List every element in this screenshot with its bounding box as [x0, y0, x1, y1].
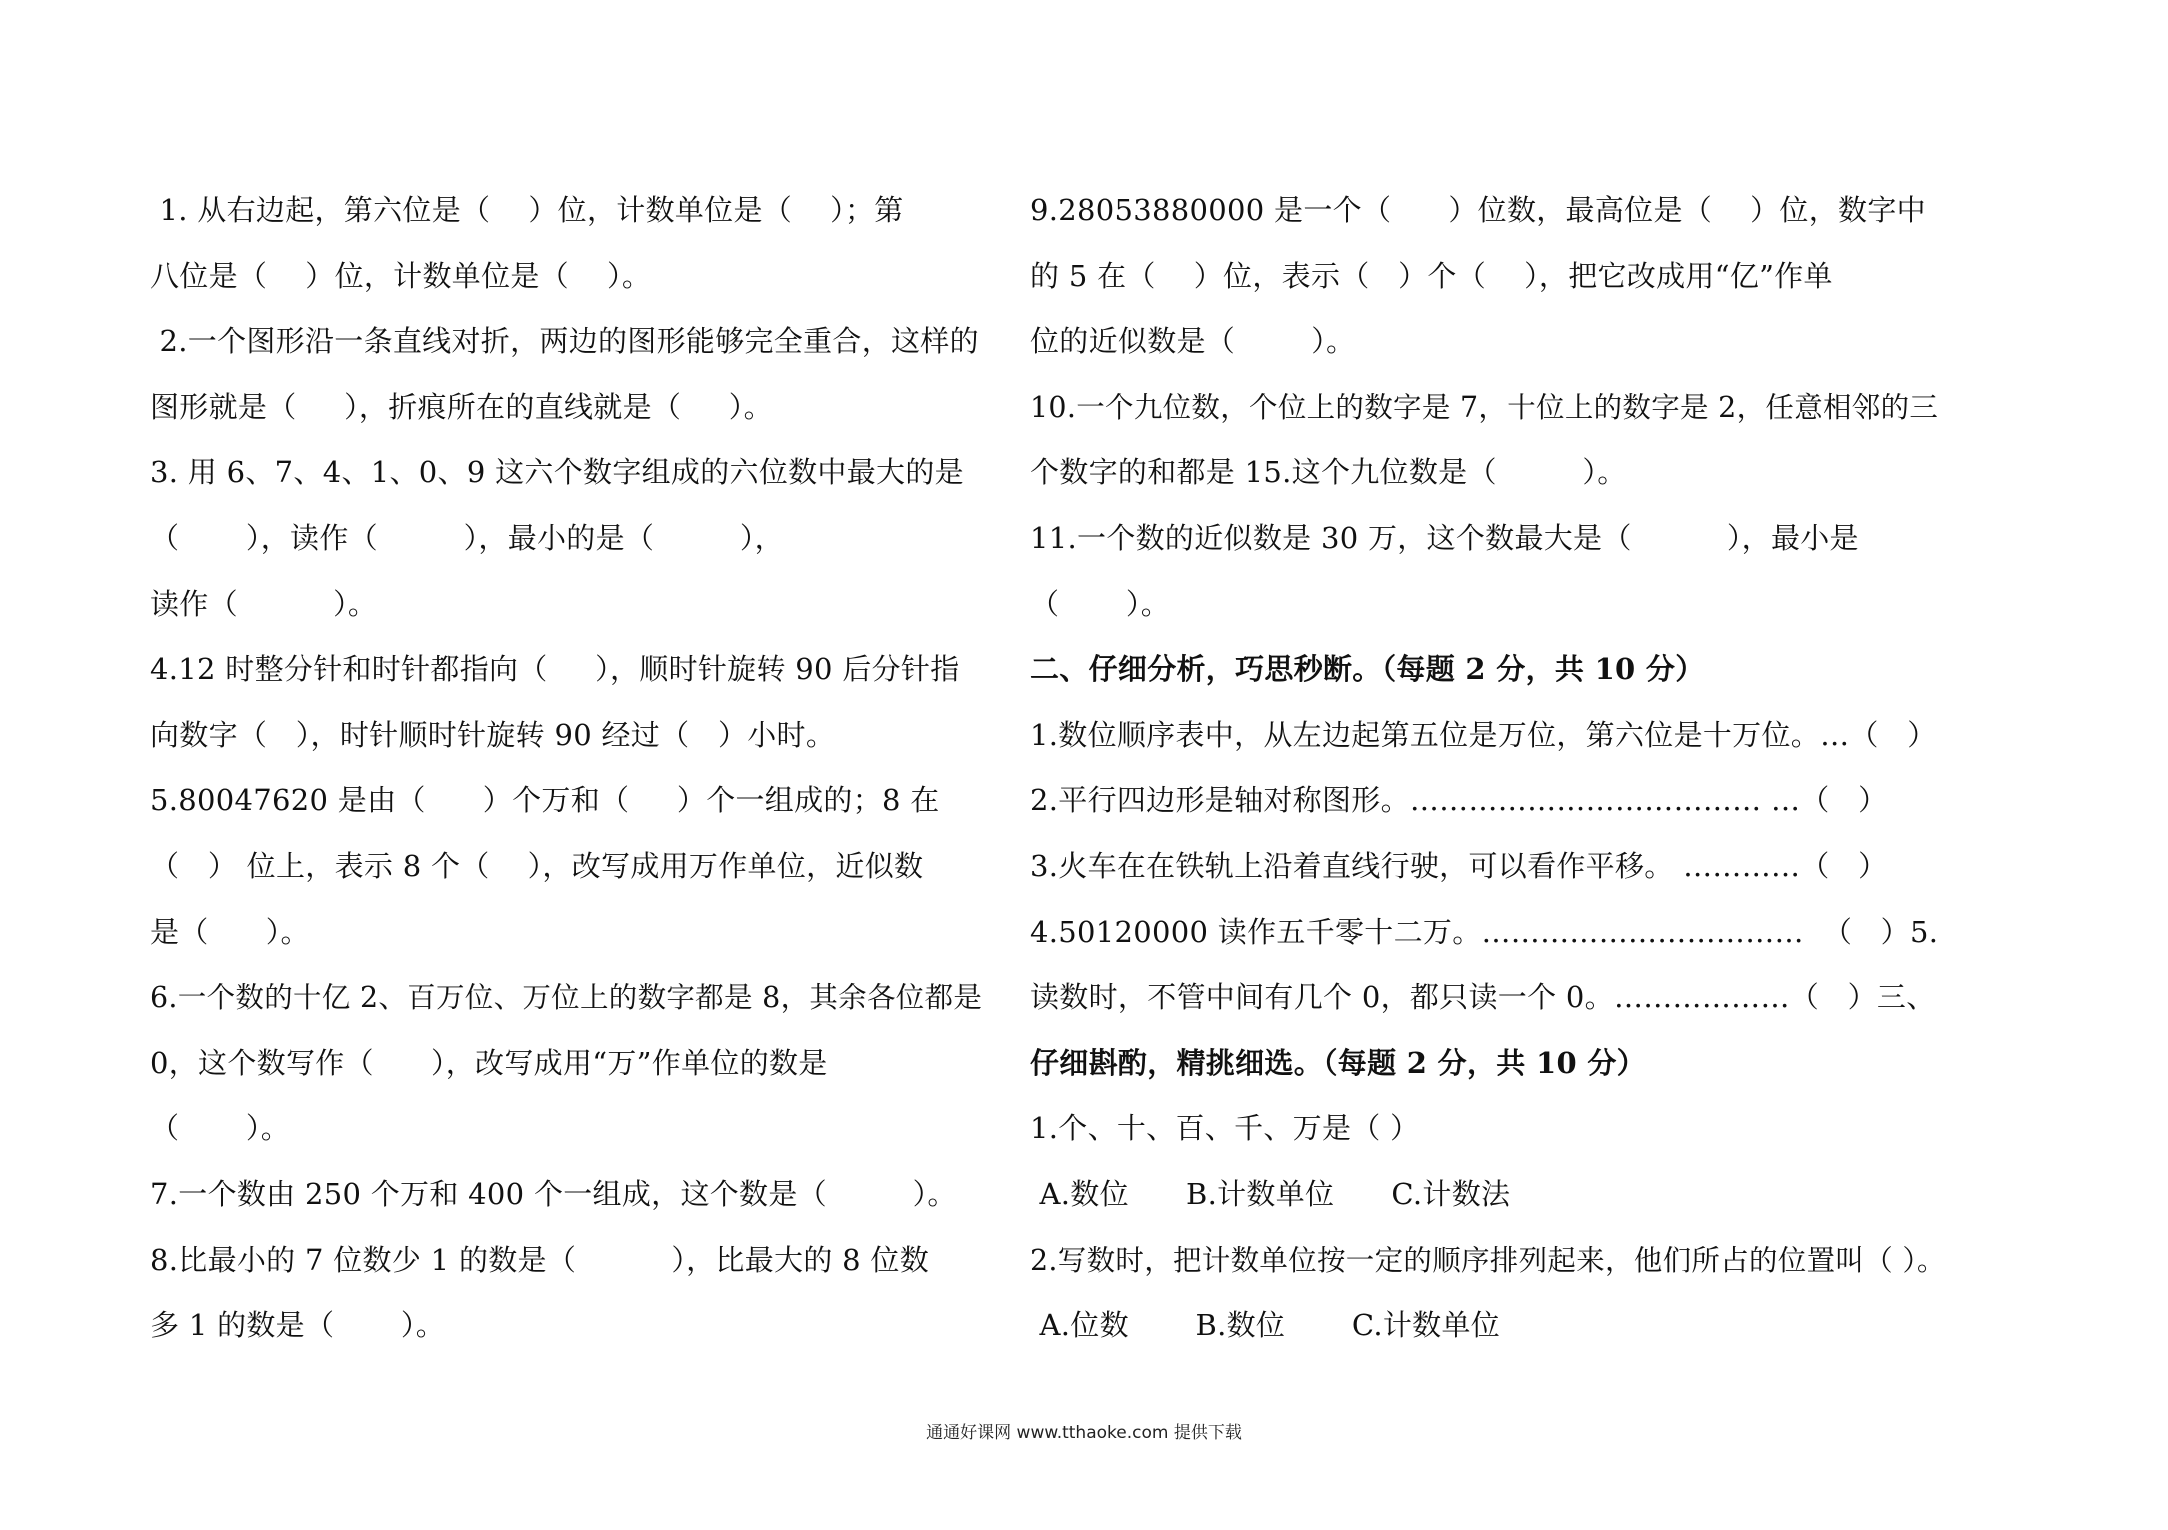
question-line: 多 1 的数是（ ）。: [150, 1308, 446, 1343]
question-line: 4.12 时整分针和时针都指向（ ），顺时针旋转 90 后分针指: [150, 652, 960, 687]
right-column: [1030, 178, 1950, 1359]
question-line: 八位是（ ）位，计数单位是（ ）。: [150, 258, 652, 293]
question-line: 读作（ ）。: [150, 586, 378, 621]
question-line: 1.数位顺序表中，从左边起第五位是万位，第六位是十万位。…（ ）: [1030, 717, 1937, 752]
question-line: 2.平行四边形是轴对称图形。……………………………… …（ ）: [1030, 783, 1888, 818]
question-line: 1.个、十、百、千、万是（ ）: [1030, 1111, 1420, 1146]
question-line: 6.一个数的十亿 2、百万位、万位上的数字都是 8，其余各位都是: [150, 981, 983, 1015]
question-line: 8.比最小的 7 位数少 1 的数是（ ），比最大的 8 位数: [150, 1242, 930, 1277]
question-line: 的 5 在（ ）位，表示（ ）个（ ），把它改成用“亿”作单: [1030, 258, 1833, 293]
question-line: 个数字的和都是 15.这个九位数是（ ）。: [1030, 455, 1627, 490]
question-line: 11.一个数的近似数是 30 万，这个数最大是（ ），最小是: [1030, 520, 1859, 555]
question-line: 2.一个图形沿一条直线对折，两边的图形能够完全重合，这样的: [150, 324, 979, 359]
left-column: [150, 178, 992, 1359]
question-line: 2.写数时，把计数单位按一定的顺序排列起来，他们所占的位置叫（ ）。: [1030, 1243, 1946, 1277]
section-heading: 仔细斟酌，精挑细选。（每题 2 分，共 10 分）: [1030, 1045, 1646, 1080]
question-line: 3.火车在在铁轨上沿着直线行驶，可以看作平移。 …………（ ）: [1030, 848, 1888, 883]
question-line: 7.一个数由 250 个万和 400 个一组成，这个数是（ ）。: [150, 1176, 957, 1211]
question-line: 5.80047620 是由（ ）个万和（ ）个一组成的；8 在: [150, 783, 940, 818]
question-line: 9.28053880000 是一个（ ）位数，最高位是（ ）位，数字中: [1030, 193, 1926, 227]
footer-watermark: 通通好课网 www.tthaoke.com 提供下载: [926, 1423, 1242, 1443]
question-line: 3. 用 6、7、4、1、0、9 这六个数字组成的六位数中最大的是: [150, 455, 964, 490]
question-line: （ ） 位上，表示 8 个（ ），改写成用万作单位，近似数: [150, 848, 924, 883]
question-line: 图形就是（ ），折痕所在的直线就是（ ）。: [150, 389, 773, 424]
question-line: 1. 从右边起，第六位是（ ）位，计数单位是（ ）；第: [150, 193, 904, 227]
question-line: （ ）。: [150, 1111, 291, 1146]
question-line: 是（ ）。: [150, 914, 310, 949]
question-line: 10.一个九位数，个位上的数字是 7，十位上的数字是 2，任意相邻的三: [1030, 390, 1939, 424]
question-line: 4.50120000 读作五千零十二万。…………………………… （ ）5.: [1030, 914, 1939, 949]
question-line: 位的近似数是（ ）。: [1030, 324, 1356, 359]
section-heading: 二、仔细分析，巧思秒断。（每题 2 分，共 10 分）: [1030, 652, 1705, 687]
question-line: （ ），读作（ ），最小的是（ ），: [150, 520, 784, 555]
question-line: 读数时，不管中间有几个 0，都只读一个 0。………………（ ）三、: [1030, 980, 1936, 1015]
question-line: A.数位 B.计数单位 C.计数法: [1030, 1176, 1511, 1211]
question-line: 0，这个数写作（ ），改写成用“万”作单位的数是: [150, 1045, 828, 1080]
question-line: （ ）。: [1030, 586, 1171, 621]
question-line: 向数字（ ），时针顺时针旋转 90 经过（ ）小时。: [150, 717, 836, 752]
question-line: A.位数 B.数位 C.计数单位: [1030, 1308, 1501, 1343]
